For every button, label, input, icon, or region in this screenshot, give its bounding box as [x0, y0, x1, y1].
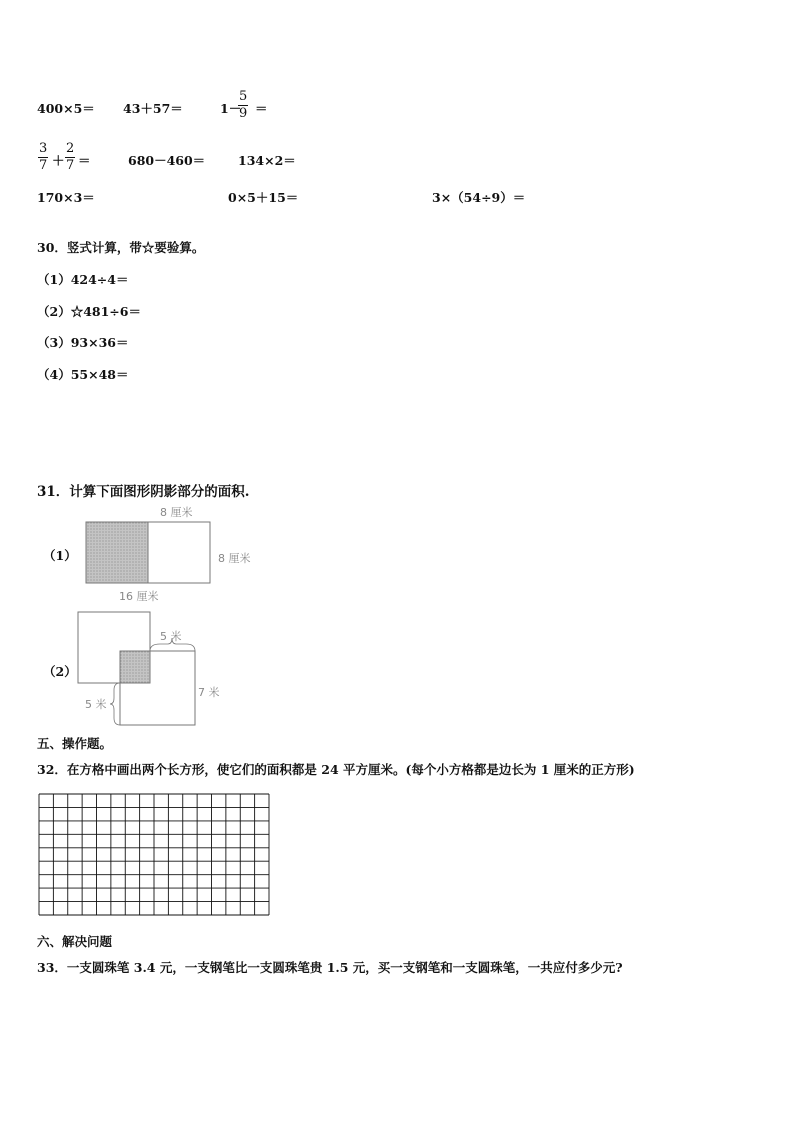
- q33-title: 33．一支圆珠笔 3.4 元，一支钢笔比一支圆珠笔贵 1.5 元，买一支钢笔和一支圆珠笔，一共应付多少元?: [37, 960, 623, 975]
- calc-170x3: 170×3＝: [37, 190, 95, 205]
- fraction-numerator: 2: [66, 141, 75, 156]
- calc-1-minus-whole: 1－: [220, 101, 242, 116]
- figure-2-top-dimension: 5 米: [160, 630, 182, 643]
- figure-1-label: （1）: [43, 548, 77, 563]
- calc-1-minus-eq: ＝: [255, 101, 268, 116]
- calc-43plus57: 43＋57＝: [123, 101, 183, 116]
- square-grid[interactable]: [38, 793, 270, 916]
- fraction-sum-eq: ＝: [78, 153, 91, 168]
- q30-item-4: （4）55×48＝: [37, 367, 129, 382]
- calc-680-minus-460: 680－460＝: [128, 153, 206, 168]
- fraction-numerator: 3: [39, 141, 48, 156]
- figure-2-left-dimension: 5 米: [85, 698, 107, 711]
- q30-title: 30．竖式计算，带☆要验算。: [37, 240, 205, 255]
- figure-2-shaded-overlap: [120, 651, 150, 683]
- fraction-numerator: 5: [239, 89, 248, 104]
- fraction-denominator: 7: [66, 158, 75, 173]
- q30-item-3: （3）93×36＝: [37, 335, 129, 350]
- figure-1-bottom-dimension: 16 厘米: [119, 590, 159, 603]
- q30-item-1: （1）424÷4＝: [37, 272, 129, 287]
- calc-3x-54div9: 3×（54÷9）＝: [432, 190, 526, 205]
- plus-sign: ＋: [52, 153, 65, 168]
- calc-0x5plus15: 0×5＋15＝: [228, 190, 299, 205]
- calc-400x5: 400×5＝: [37, 101, 95, 116]
- q31-title: 31．计算下面图形阴影部分的面积.: [37, 484, 250, 500]
- section-5-title: 五、操作题。: [37, 736, 113, 751]
- figure-2-label: （2）: [43, 664, 77, 679]
- calc-134x2: 134×2＝: [238, 153, 296, 168]
- fraction-denominator: 7: [39, 158, 48, 173]
- q30-item-2: （2）☆481÷6＝: [37, 304, 141, 319]
- figure-1-right-dimension: 8 厘米: [218, 552, 251, 565]
- figure-2-left-brace: [110, 683, 120, 725]
- figure-2-right-dimension: 7 米: [198, 686, 220, 699]
- figure-1-top-dimension: 8 厘米: [160, 506, 193, 519]
- fraction-denominator: 9: [239, 106, 248, 121]
- section-6-title: 六、解决问题: [37, 934, 113, 949]
- q32-title: 32．在方格中画出两个长方形，使它们的面积都是 24 平方厘米。(每个小方格都是边长为 1 厘米的正方形): [37, 762, 635, 777]
